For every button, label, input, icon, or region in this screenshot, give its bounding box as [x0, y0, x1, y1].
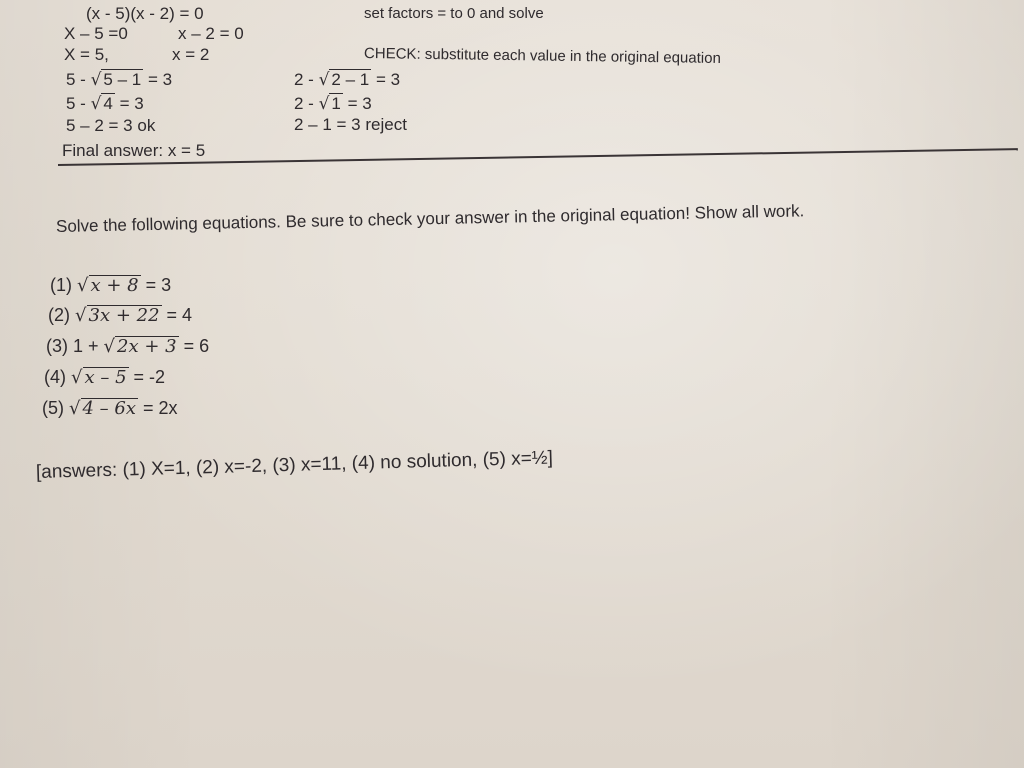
final-answer: Final answer: x = 5 — [62, 141, 206, 160]
problem-number: (1) — [50, 275, 72, 295]
instructions: Solve the following equations. Be sure to check your answer in the original equation! Show all work. — [55, 201, 805, 236]
example-step-factored: (x - 5)(x - 2) = 0 — [86, 4, 204, 23]
check2-line1: 2 - √ 2 – 1 = 3 — [294, 70, 401, 90]
problem-number: (5) — [42, 398, 64, 418]
problem-number: (3) — [46, 336, 68, 356]
check5-line1: 5 - √ 5 – 1 = 3 — [66, 70, 173, 90]
problem-number: (2) — [48, 305, 70, 325]
check-heading: CHECK: substitute each value in the original equation — [363, 45, 721, 67]
example-solution-a: X = 5, — [64, 45, 109, 64]
example-step-factor-b: x – 2 = 0 — [178, 24, 244, 43]
problem-1: (1) √ x + 8 = 3 — [50, 275, 172, 296]
example-step-factor-a: X – 5 =0 — [64, 24, 128, 43]
answers-key: [answers: (1) X=1, (2) x=-2, (3) x=11, (4) no solution, (5) x=½] — [35, 447, 554, 483]
problem-2: (2) √ 3x + 22 = 4 — [48, 305, 193, 326]
problem-4: (4) √ x – 5 = -2 — [44, 367, 166, 388]
check5-line3: 5 – 2 = 3 ok — [66, 116, 156, 135]
check2-line2: 2 - √ 1 = 3 — [294, 94, 372, 114]
problem-3: (3) 1 + √ 2x + 3 = 6 — [46, 336, 210, 357]
note-set-factors: set factors = to 0 and solve — [364, 5, 544, 22]
problem-number: (4) — [44, 367, 66, 387]
check5-line2: 5 - √ 4 = 3 — [66, 94, 144, 114]
check2-line3: 2 – 1 = 3 reject — [294, 115, 407, 134]
problem-5: (5) √ 4 – 6x = 2x — [42, 398, 178, 419]
example-solution-b: x = 2 — [172, 45, 210, 64]
